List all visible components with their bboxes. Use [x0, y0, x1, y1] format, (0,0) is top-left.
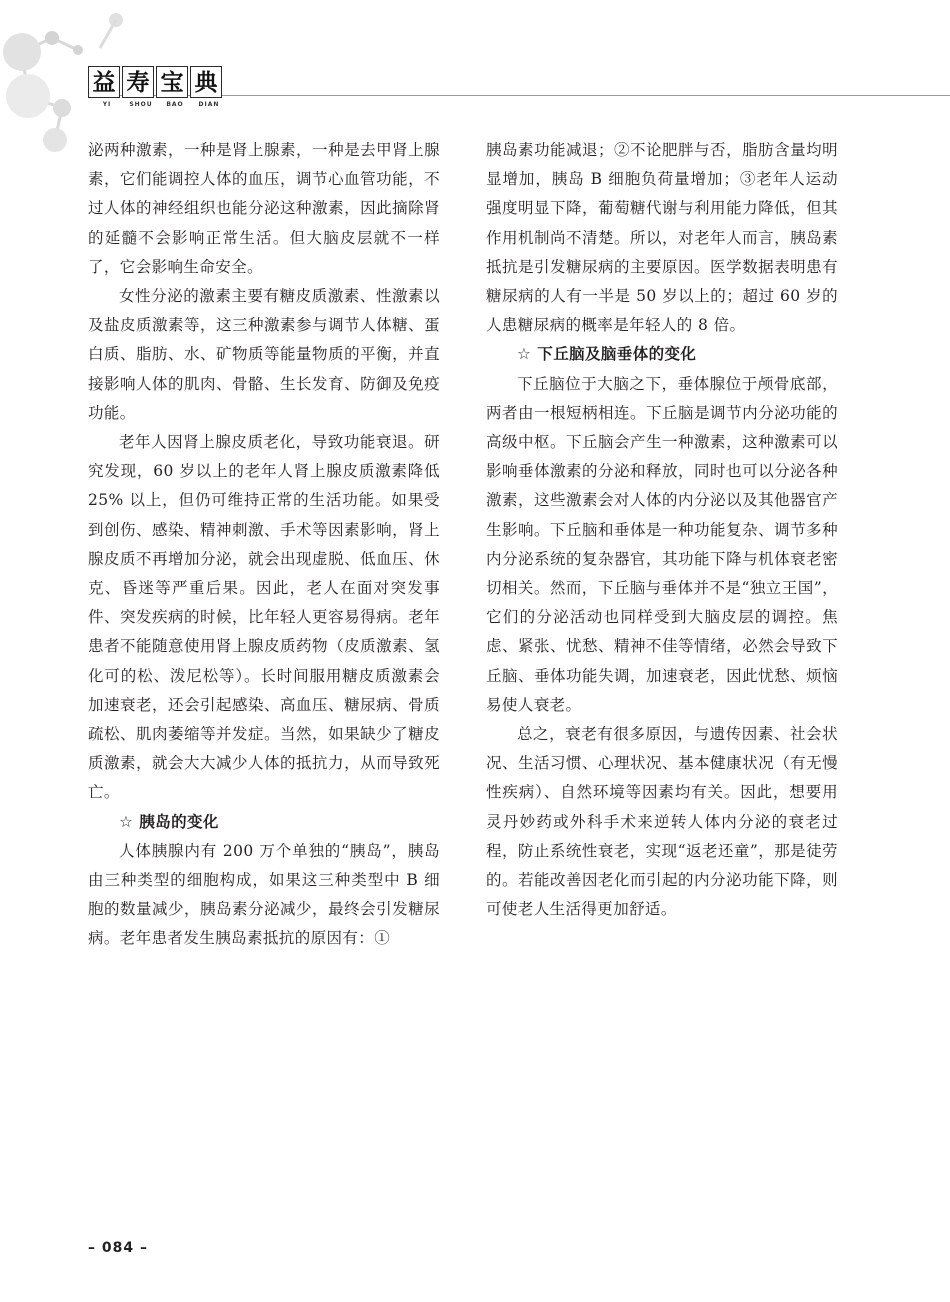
left-column [88, 136, 440, 954]
star-icon: ☆ [119, 812, 134, 831]
paragraph: 女性分泌的激素主要有糖皮质激素、性激素以及盐皮质激素等，这三种激素参与调节人体糖、蛋白质、脂肪、水、矿物质等能量物质的平衡，并直接影响人体的肌肉、骨骼、生长发育、防御及免疫功能。 [88, 287, 440, 422]
pinyin-label: BAO [166, 101, 184, 108]
logo-char: 益 [88, 66, 120, 98]
paragraph: 下丘脑位于大脑之下，垂体腺位于颅骨底部，两者由一根短柄相连。下丘脑是调节内分泌功能的高级中枢。下丘脑会产生一种激素，这种激素可以影响垂体激素的分泌和释放，同时也可以分泌各种激素，这些激素会对人体的内分泌以及其他器官产生影响。下丘脑和垂体是一种功能复杂、调节多种内分泌系统的复杂器官，其功能下降与机体衰老密切相关。然而，下丘脑与垂体并不是“独立王国”，它们的分泌活动也同样受到大脑皮层的调控。焦虑、紧张、忧愁、精神不佳等情绪，必然会导致下丘脑、垂体功能失调，加速衰老，因此忧愁、烦恼易使人衰老。 [486, 374, 838, 714]
paragraph: 人体胰腺内有 200 万个单独的“胰岛”，胰岛由三种类型的细胞构成，如果这三种类型中 B 细胞的数量减少，胰岛素分泌减少，最终会引发糖尿病。老年患者发生胰岛素抵抗的原因有：① [88, 841, 440, 948]
paragraph: 总之，衰老有很多原因，与遗传因素、社会状况、生活习惯、心理状况、基本健康状况（有无慢性疾病）、自然环境等因素均有关。因此，想要用灵丹妙药或外科手术来逆转人体内分泌的衰老过程，防止系统性衰老，实现“返老还童”，那是徒劳的。若能改善因老化而引起的内分泌功能下降，则可使老人生活得更加舒适。 [486, 725, 838, 919]
page-number: – 084 – [88, 1240, 148, 1256]
logo-char: 寿 [122, 66, 154, 98]
star-icon: ☆ [517, 345, 532, 364]
pinyin-label: SHOU [129, 101, 153, 108]
logo-char: 典 [190, 66, 222, 98]
paragraph: 胰岛素功能减退；②不论肥胖与否，脂肪含量均明显增加，胰岛 B 细胞负荷量增加；③老年人运动强度明显下降，葡萄糖代谢与利用能力降低，但其作用机制尚不清楚。所以，对老年人而言，胰岛素抵抗是引发糖尿病的主要原因。医学数据表明患有糖尿病的人有一半是 50 岁以上的；超过 60 岁的人患糖尿病的概率是年轻人的 8 倍。 [486, 141, 838, 335]
logo-pinyin [90, 101, 226, 108]
section-heading [486, 340, 838, 369]
paragraph: 泌两种激素，一种是肾上腺素，一种是去甲肾上腺素，它们能调控人体的血压，调节心血管功能，不过人体的神经组织也能分泌这种激素，因此摘除肾的延髓不会影响正常生活。但大脑皮层就不一样了，它会影响生命安全。 [88, 141, 440, 276]
pinyin-label: YI [102, 101, 112, 108]
section-heading-text: 下丘脑及脑垂体的变化 [537, 345, 697, 364]
magazine-logo [88, 66, 222, 98]
logo-char: 宝 [156, 66, 188, 98]
pinyin-label: DIAN [198, 101, 220, 108]
section-heading-text: 胰岛的变化 [139, 812, 219, 831]
section-heading [88, 808, 440, 837]
right-column [486, 136, 838, 924]
paragraph: 老年人因肾上腺皮质老化，导致功能衰退。研究发现，60 岁以上的老年人肾上腺皮质激素降低 25% 以上，但仍可维持正常的生活功能。如果受到创伤、感染、精神刺激、手术等因素影响，肾上腺皮质不再增加分泌，就会出现虚脱、低血压、休克、昏迷等严重后果。因此，老人在面对突发事件、突发疾病的时候，比年轻人更容易得病。老年患者不能随意使用肾上腺皮质药物（皮质激素、氢化可的松、泼尼松等）。长时间服用糖皮质激素会加速衰老，还会引起感染、高血压、糖尿病、骨质疏松、肌肉萎缩等并发症。当然，如果缺少了糖皮质激素，就会大大减少人体的抵抗力，从而导致死亡。 [88, 433, 440, 802]
